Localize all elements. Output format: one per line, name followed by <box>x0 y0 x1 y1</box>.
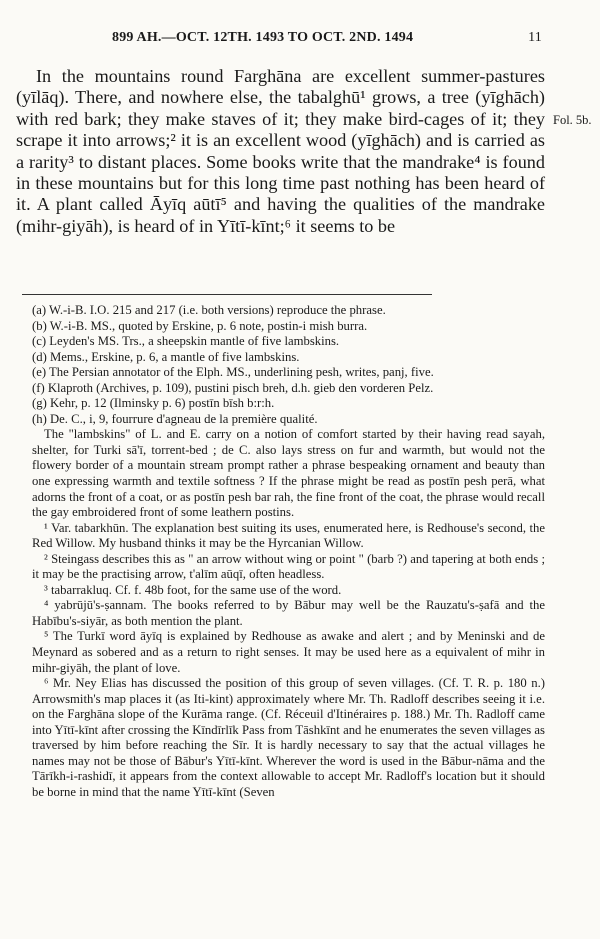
main-paragraph: In the mountains round Farghāna are excellent summer-pastures (yīlāq). There, and nowhere else, the tabalghū¹ grows, a tree (yīghāch) with red bark; they make staves of it; they make bird-cages of it; they scrape it into arrows;² it is an excellent wood (yīghāch) and is carried as a rarity³ to distant places. Some books write that the mandrake⁴ is found in these mountains but for this long time past nothing has been heard of it. A plant called Āyīq aūtī⁵ and having the qualities of the mandrake (mihr-giyāh), is heard of in Yītī-kīnt;⁶ it seems to be <box>16 66 545 236</box>
folio-margin-note: Fol. 5b. <box>553 113 592 127</box>
footnote-2: ² Steingass describes this as " an arrow without wing or point " (barb ?) and tapering at both ends ; it may be the practising arrow, t'alīm aūqī, often headless. <box>32 551 545 582</box>
footnote-3: ³ tabarrakluq. Cf. f. 48b foot, for the same use of the word. <box>44 582 342 597</box>
variant-a: (a) W.-i-B. I.O. 215 and 217 (i.e. both versions) reproduce the phrase. <box>32 303 386 317</box>
footnote-5: ⁵ The Turkī word āyīq is explained by Redhouse as awake and alert ; and by Meninski and de Meynard as sobered and as a return to right senses. It may be used here as a equivalent of mihr in mihr-giyāh, the plant of love. <box>32 629 545 675</box>
footnote-6: ⁶ Mr. Ney Elias has discussed the position of this group of seven villages. (Cf. T. R. p. 180 n.) Arrowsmith's map places it (as Iti-kint) approximately where Mr. Th. Radloff describes seeing it i.e. on the Farghāna slope of the Kurāma range. (Cf. Réceuil d'Itinéraires p. 188.) Mr. Th. Radloff came into Yītī-kīnt after crossing the Kīndīrlīk Pass from Tāshkīnt and he enumerates the seven villages as traversed by him before reaching the Sīr. It is hardly necessary to say that the actual villages he names may not be those of Bābur's Yītī-kīnt. Wherever the word is used in the Bābur-nāma and the Tārīkh-i-rashidī, it appears from the context allowable to accept Mr. Radloff's location but it should be borne in mind that the name Yītī-kīnt (Seven <box>32 676 545 799</box>
variant-c: (c) Leyden's MS. Trs., a sheepskin mantle of five lambskins. <box>32 334 340 349</box>
footnote-4: ⁴ yabrūjū's-ṣannam. The books referred to by Bābur may well be the Rauzatu's-ṣafā and the Habību's-siyār, as both mention the plant. <box>32 598 545 628</box>
footnote-1: ¹ Var. tabarkhūn. The explanation best suiting its uses, enumerated here, is Redhouse's second, the Red Willow. My husband thinks it may be the Hyrcanian Willow. <box>32 520 545 551</box>
header-title: 899 AH.—OCT. 12TH. 1493 TO OCT. 2ND. 1494 <box>112 30 414 45</box>
variant-d: (d) Mems., Erskine, p. 6, a mantle of five lambskins. <box>32 349 300 364</box>
variant-h: (h) De. C., i, 9, fourrure d'agneau de la première qualité. <box>32 411 318 426</box>
footnote-divider <box>22 294 432 295</box>
variant-e: (e) The Persian annotator of the Elph. MS., underlining pesh, writes, panj, five. <box>32 365 434 380</box>
commentary-paragraph: The "lambskins" of L. and E. carry on a notion of comfort started by their having read sayah, shelter, for Turki sā'ī, torrent-bed ; de C. also lays stress on fur and warmth, but would not the flowery border of a mountain stream prompt rather a phrase bespeaking ornament and beauty than one expressing warmth and textile softness ? If the phrase might be read as postīn pesh perā, what adorns the front of a coat, or as postīn pesh bar rah, the fine front of the coat, the phrase would recall the gay embroidered front of some leathern postins. <box>32 427 545 520</box>
page-number: 11 <box>528 30 542 45</box>
footnotes-section <box>32 303 545 801</box>
variant-g: (g) Kehr, p. 12 (Ilminsky p. 6) postīn bīsh b:r:h. <box>32 396 275 411</box>
running-header <box>112 30 542 50</box>
variant-f: (f) Klaproth (Archives, p. 109), pustini pisch breh, d.h. gieb den vorderen Pelz. <box>32 380 434 395</box>
variant-b: (b) W.-i-B. MS., quoted by Erskine, p. 6 note, postin-i mish burra. <box>32 318 368 333</box>
main-text <box>16 66 545 237</box>
